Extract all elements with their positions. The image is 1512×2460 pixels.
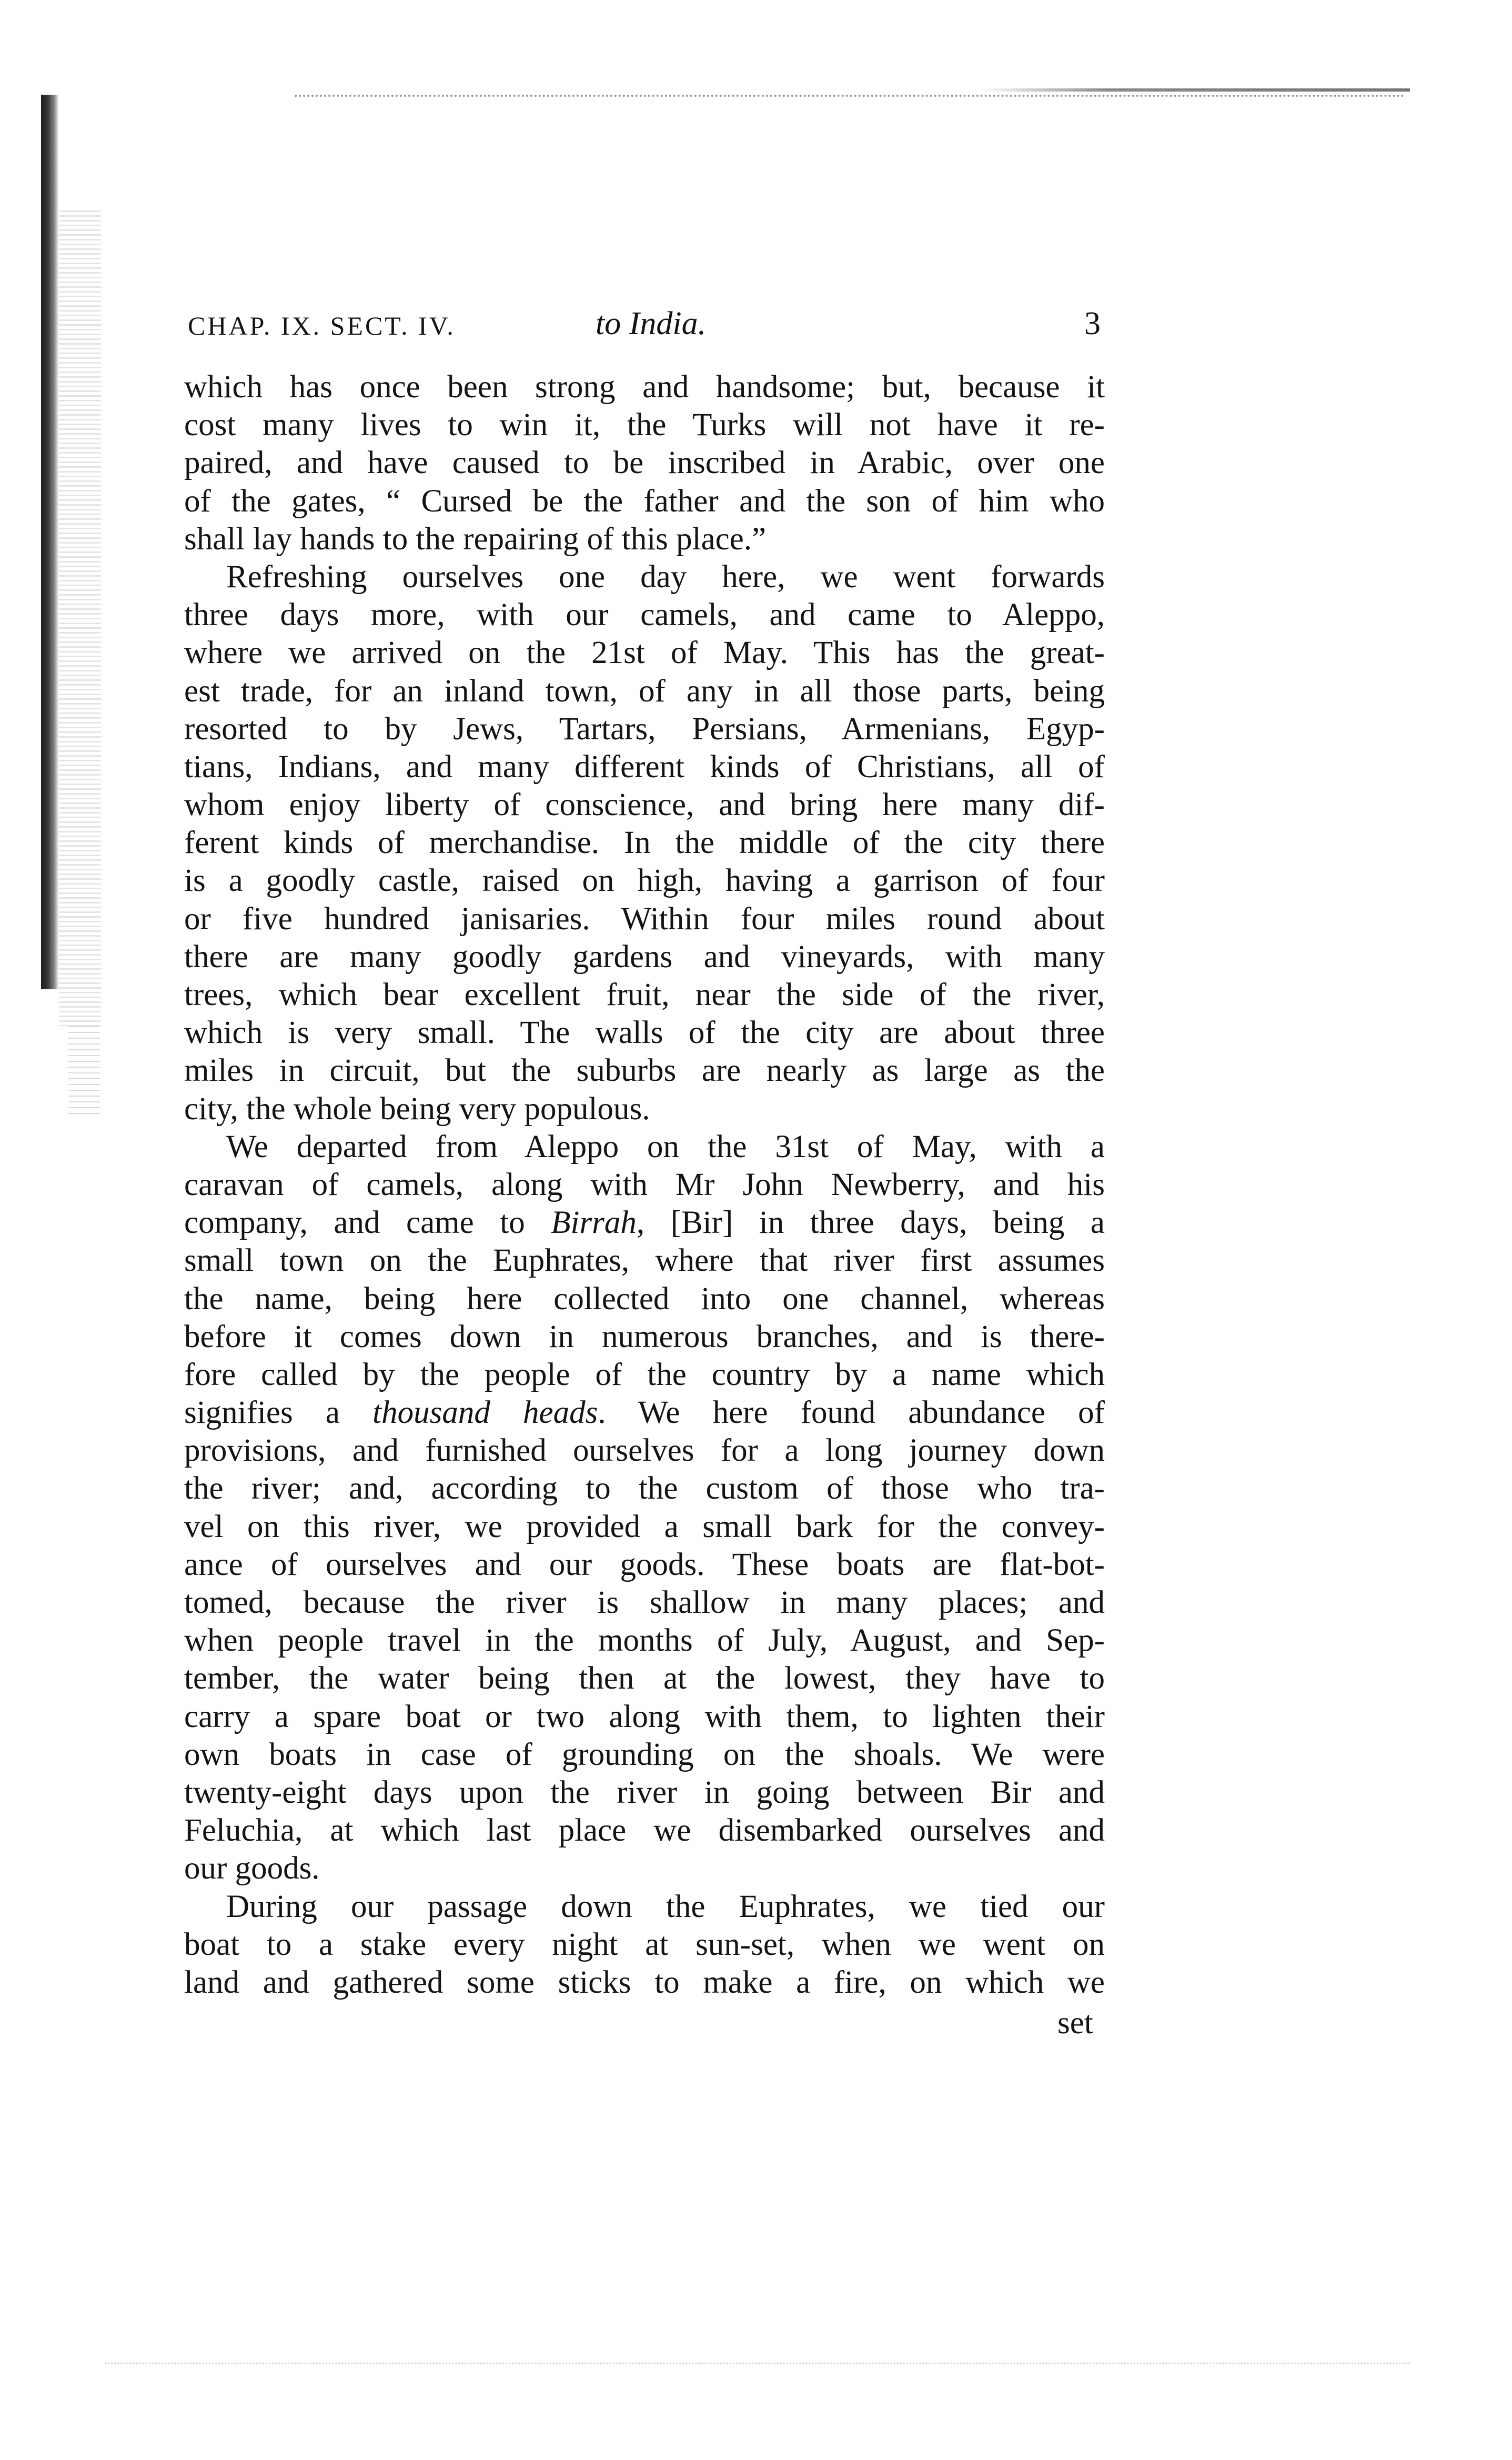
text-line: During our passage down the Euphrates, we tied our [226,1889,1105,1924]
text-line: tians, Indians, and many different kinds of Christians, all of [184,749,1105,785]
text-line: twenty-eight days upon the river in going between Bir and [184,1774,1105,1810]
text-line: which is very small. The walls of the city are about three [184,1015,1105,1051]
catchword: set [1057,2005,1093,2041]
text-line: tomed, because the river is shallow in many places; and [184,1585,1105,1620]
text-line: carry a spare boat or two along with them, to lighten their [184,1699,1105,1734]
text-line: or five hundred janisaries. Within four miles round about [184,901,1105,937]
running-head [188,305,1101,347]
text-line: city, the whole being very populous. [184,1091,650,1127]
text-line: signifies a thousand heads. We here found abundance of [184,1395,1105,1431]
text-line: miles in circuit, but the suburbs are nearly as large as the [184,1053,1105,1089]
scan-artifact [68,1026,100,1116]
text-line: before it comes down in numerous branches, and is there- [184,1319,1105,1354]
text-line: We departed from Aleppo on the 31st of May, with a [226,1129,1105,1164]
text-line: which has once been strong and handsome; but, because it [184,369,1105,405]
text-line: is a goodly castle, raised on high, having a garrison of four [184,863,1105,899]
text-line: whom enjoy liberty of conscience, and bring here many dif- [184,787,1105,823]
text-line: of the gates, “ Cursed be the father and the son of him who [184,483,1105,519]
text-line: est trade, for an inland town, of any in all those parts, being [184,673,1105,709]
text-line: ance of ourselves and our goods. These boats are flat-bot- [184,1547,1105,1582]
text-line: the name, being here collected into one channel, whereas [184,1281,1105,1317]
text-line: the river; and, according to the custom of those who tra- [184,1471,1105,1507]
scan-edge-rule [105,2363,1410,2364]
text-line: boat to a stake every night at sun-set, when we went on [184,1926,1105,1962]
text-line: Feluchia, at which last place we disembarked ourselves and [184,1813,1105,1849]
text-line: land and gathered some sticks to make a fire, on which we [184,1964,1105,2000]
text-line: tember, the water being then at the lowest, they have to [184,1661,1105,1696]
text-line: there are many goodly gardens and vineyards, with many [184,939,1105,975]
text-line: trees, which bear excellent fruit, near the side of the river, [184,977,1105,1012]
text-line: when people travel in the months of July, August, and Sep- [184,1623,1105,1659]
text-line: vel on this river, we provided a small bark for the convey- [184,1509,1105,1544]
text-line: where we arrived on the 21st of May. This has the great- [184,635,1105,671]
scan-edge-rule [295,95,1405,97]
scan-edge-rule [979,88,1410,92]
text-line: company, and came to Birrah, [Bir] in three days, being a [184,1205,1105,1241]
text-line: three days more, with our camels, and came to Aleppo, [184,597,1105,633]
page-number: 3 [1084,306,1101,342]
text-line: caravan of camels, along with Mr John Newberry, and his [184,1167,1105,1202]
text-line: paired, and have caused to be inscribed in Arabic, over one [184,445,1105,481]
binding-shadow [41,95,59,989]
text-line: provisions, and furnished ourselves for a long journey down [184,1433,1105,1469]
text-line: Refreshing ourselves one day here, we went forwards [226,559,1105,595]
text-line: shall lay hands to the repairing of this place.” [184,521,767,557]
chapter-reference: CHAP. IX. SECT. IV. [188,311,456,340]
text-line: small town on the Euphrates, where that river first assumes [184,1243,1105,1279]
running-title: to India. [596,306,707,342]
text-line: our goods. [184,1851,320,1886]
text-line: ferent kinds of merchandise. In the middle of the city there [184,825,1105,861]
text-line: cost many lives to win it, the Turks will not have it re- [184,407,1105,443]
text-line: fore called by the people of the country by a name which [184,1357,1105,1392]
text-line: own boats in case of grounding on the shoals. We were [184,1736,1105,1772]
scan-artifact [59,210,101,1026]
text-line: resorted to by Jews, Tartars, Persians, Armenians, Egyp- [184,711,1105,747]
body-text [184,368,1105,2002]
